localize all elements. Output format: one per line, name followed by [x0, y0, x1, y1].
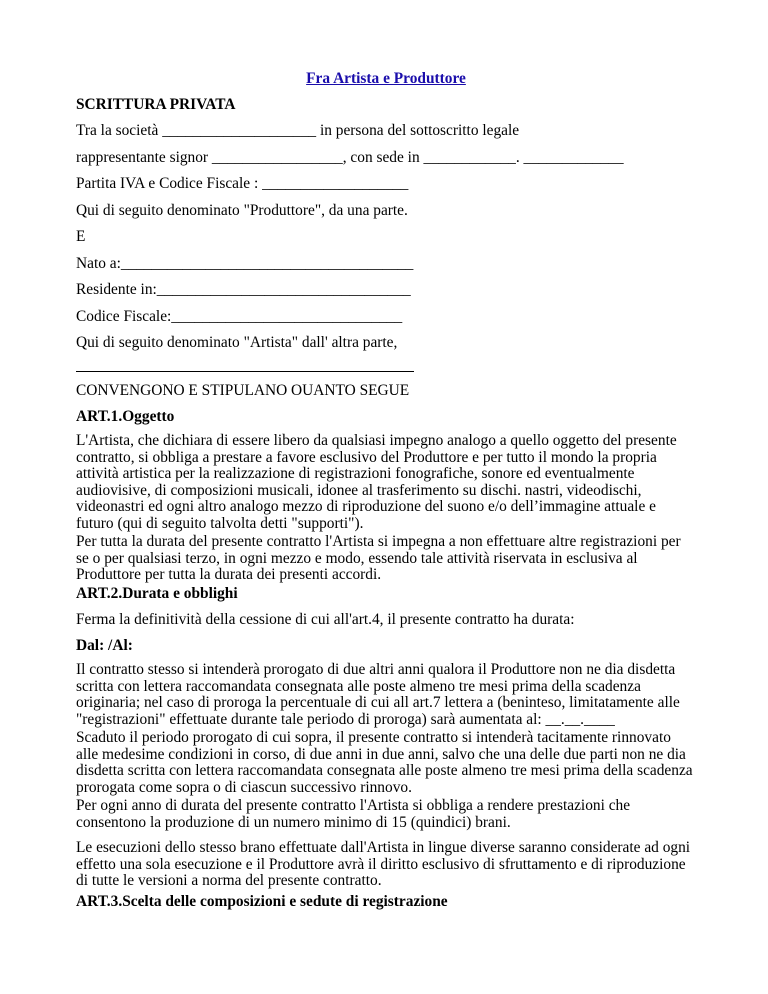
- art2-paragraph-5: [76, 840, 696, 890]
- art2-dal-al: Dal: /Al:: [76, 637, 133, 654]
- text-line: videonastri ed ogni altro analogo mezzo di riproduzione del suono e/o dell’immagine attuale e: [76, 498, 656, 516]
- intro-line: Residente in:_________________________________: [76, 281, 411, 298]
- text-line: di tutte le versioni a norma del presente contratto.: [76, 872, 382, 890]
- text-line: L'Artista, che dichiara di essere libero da qualsiasi impegno analogo a quello oggetto del presente: [76, 432, 677, 449]
- separator-line: [76, 371, 414, 372]
- art1-heading: ART.1.Oggetto: [76, 408, 175, 425]
- intro-line: Nato a:______________________________________: [76, 255, 414, 272]
- text-line: futuro (qui di seguito talvolta detti "supporti").: [76, 514, 364, 532]
- intro-line: Partita IVA e Codice Fiscale : ___________________: [76, 175, 409, 192]
- intro-line: Qui di seguito denominato "Artista" dall' altra parte,: [76, 334, 398, 351]
- text-line: scritta con lettera raccomandata consegnata alle poste almeno tre mesi prima della scadenza: [76, 677, 641, 695]
- text-line: attività artistica per la realizzazione di registrazioni fonografiche, sonore ed eventualmente: [76, 465, 635, 483]
- text-line: disdetta scritta con lettera raccomandata consegnata alle poste almeno tre mesi prima della scadenza: [76, 762, 693, 780]
- text-line: se o per qualsiasi terzo, in ogni mezzo e modo, essendo tale attività riservata in esclusiva al: [76, 549, 638, 567]
- document-title-link[interactable]: Fra Artista e Produttore: [306, 70, 466, 87]
- convengono-line: CONVENGONO E STIPULANO OUANTO SEGUE: [76, 382, 410, 399]
- art2-paragraph-3: [76, 730, 696, 796]
- text-line: Le esecuzioni dello stesso brano effettuate dall'Artista in lingue diverse saranno considerate ad ogni: [76, 839, 691, 856]
- text-line: Per ogni anno di durata del presente contratto l'Artista si obbliga a rendere prestazioni che: [76, 797, 631, 814]
- art1-paragraph-1: [76, 433, 696, 533]
- text-line: consentono la produzione di un numero minimo di 15 (quindici) brani.: [76, 813, 511, 831]
- title-container: [76, 70, 696, 88]
- text-line: "registrazioni" effettuate durante tale periodo di proroga) sarà aumentata al: __.__.____: [76, 710, 615, 728]
- intro-line: Qui di seguito denominato "Produttore", da una parte.: [76, 202, 408, 219]
- art2-heading: ART.2.Durata e obblighi: [76, 585, 238, 602]
- text-line: contratto, si obbliga a prestare a favore esclusivo del Produttore e per tutto il mondo la propria: [76, 448, 657, 466]
- intro-line: rappresentante signor _________________, con sede in ____________. _____________: [76, 149, 624, 166]
- text-line: Per tutta la durata del presente contratto l'Artista si impegna a non effettuare altre registrazioni per: [76, 533, 681, 550]
- text-line: alle medesime condizioni in corso, di due anni in due anni, salvo che una delle due parti non ne dia: [76, 745, 686, 763]
- intro-line: Tra la società ____________________ in persona del sottoscritto legale: [76, 122, 520, 139]
- heading-scrittura-privata: SCRITTURA PRIVATA: [76, 96, 236, 113]
- text-line: effetto una sola esecuzione e il Produttore avrà il diritto esclusivo di sfruttamento e di riproduzione: [76, 855, 686, 873]
- art2-paragraph-1: Ferma la definitività della cessione di cui all'art.4, il presente contratto ha durata:: [76, 611, 575, 628]
- intro-line: E: [76, 228, 86, 245]
- text-line: Produttore per tutta la durata dei presenti accordi.: [76, 566, 382, 584]
- text-line: Scaduto il periodo prorogato di cui sopra, il presente contratto si intenderà tacitamente rinnovato: [76, 729, 671, 746]
- text-line: originaria; nel caso di proroga la percentuale di cui all art.7 lettera a (beninteso, limitatamente alle: [76, 694, 680, 712]
- art2-paragraph-4: [76, 798, 696, 831]
- text-line: audiovisive, di composizioni musicali, idonee al trasferimento su dischi. nastri, videodischi,: [76, 481, 642, 499]
- art1-paragraph-2: [76, 534, 696, 584]
- art3-heading: ART.3.Scelta delle composizioni e sedute di registrazione: [76, 893, 448, 910]
- intro-line: Codice Fiscale:______________________________: [76, 308, 403, 325]
- text-line: prorogata come sopra o di ciascun successivo rinnovo.: [76, 778, 412, 796]
- text-line: Il contratto stesso si intenderà prorogato di due altri anni qualora il Produttore non ne dia disdetta: [76, 661, 676, 678]
- art2-paragraph-2: [76, 662, 696, 728]
